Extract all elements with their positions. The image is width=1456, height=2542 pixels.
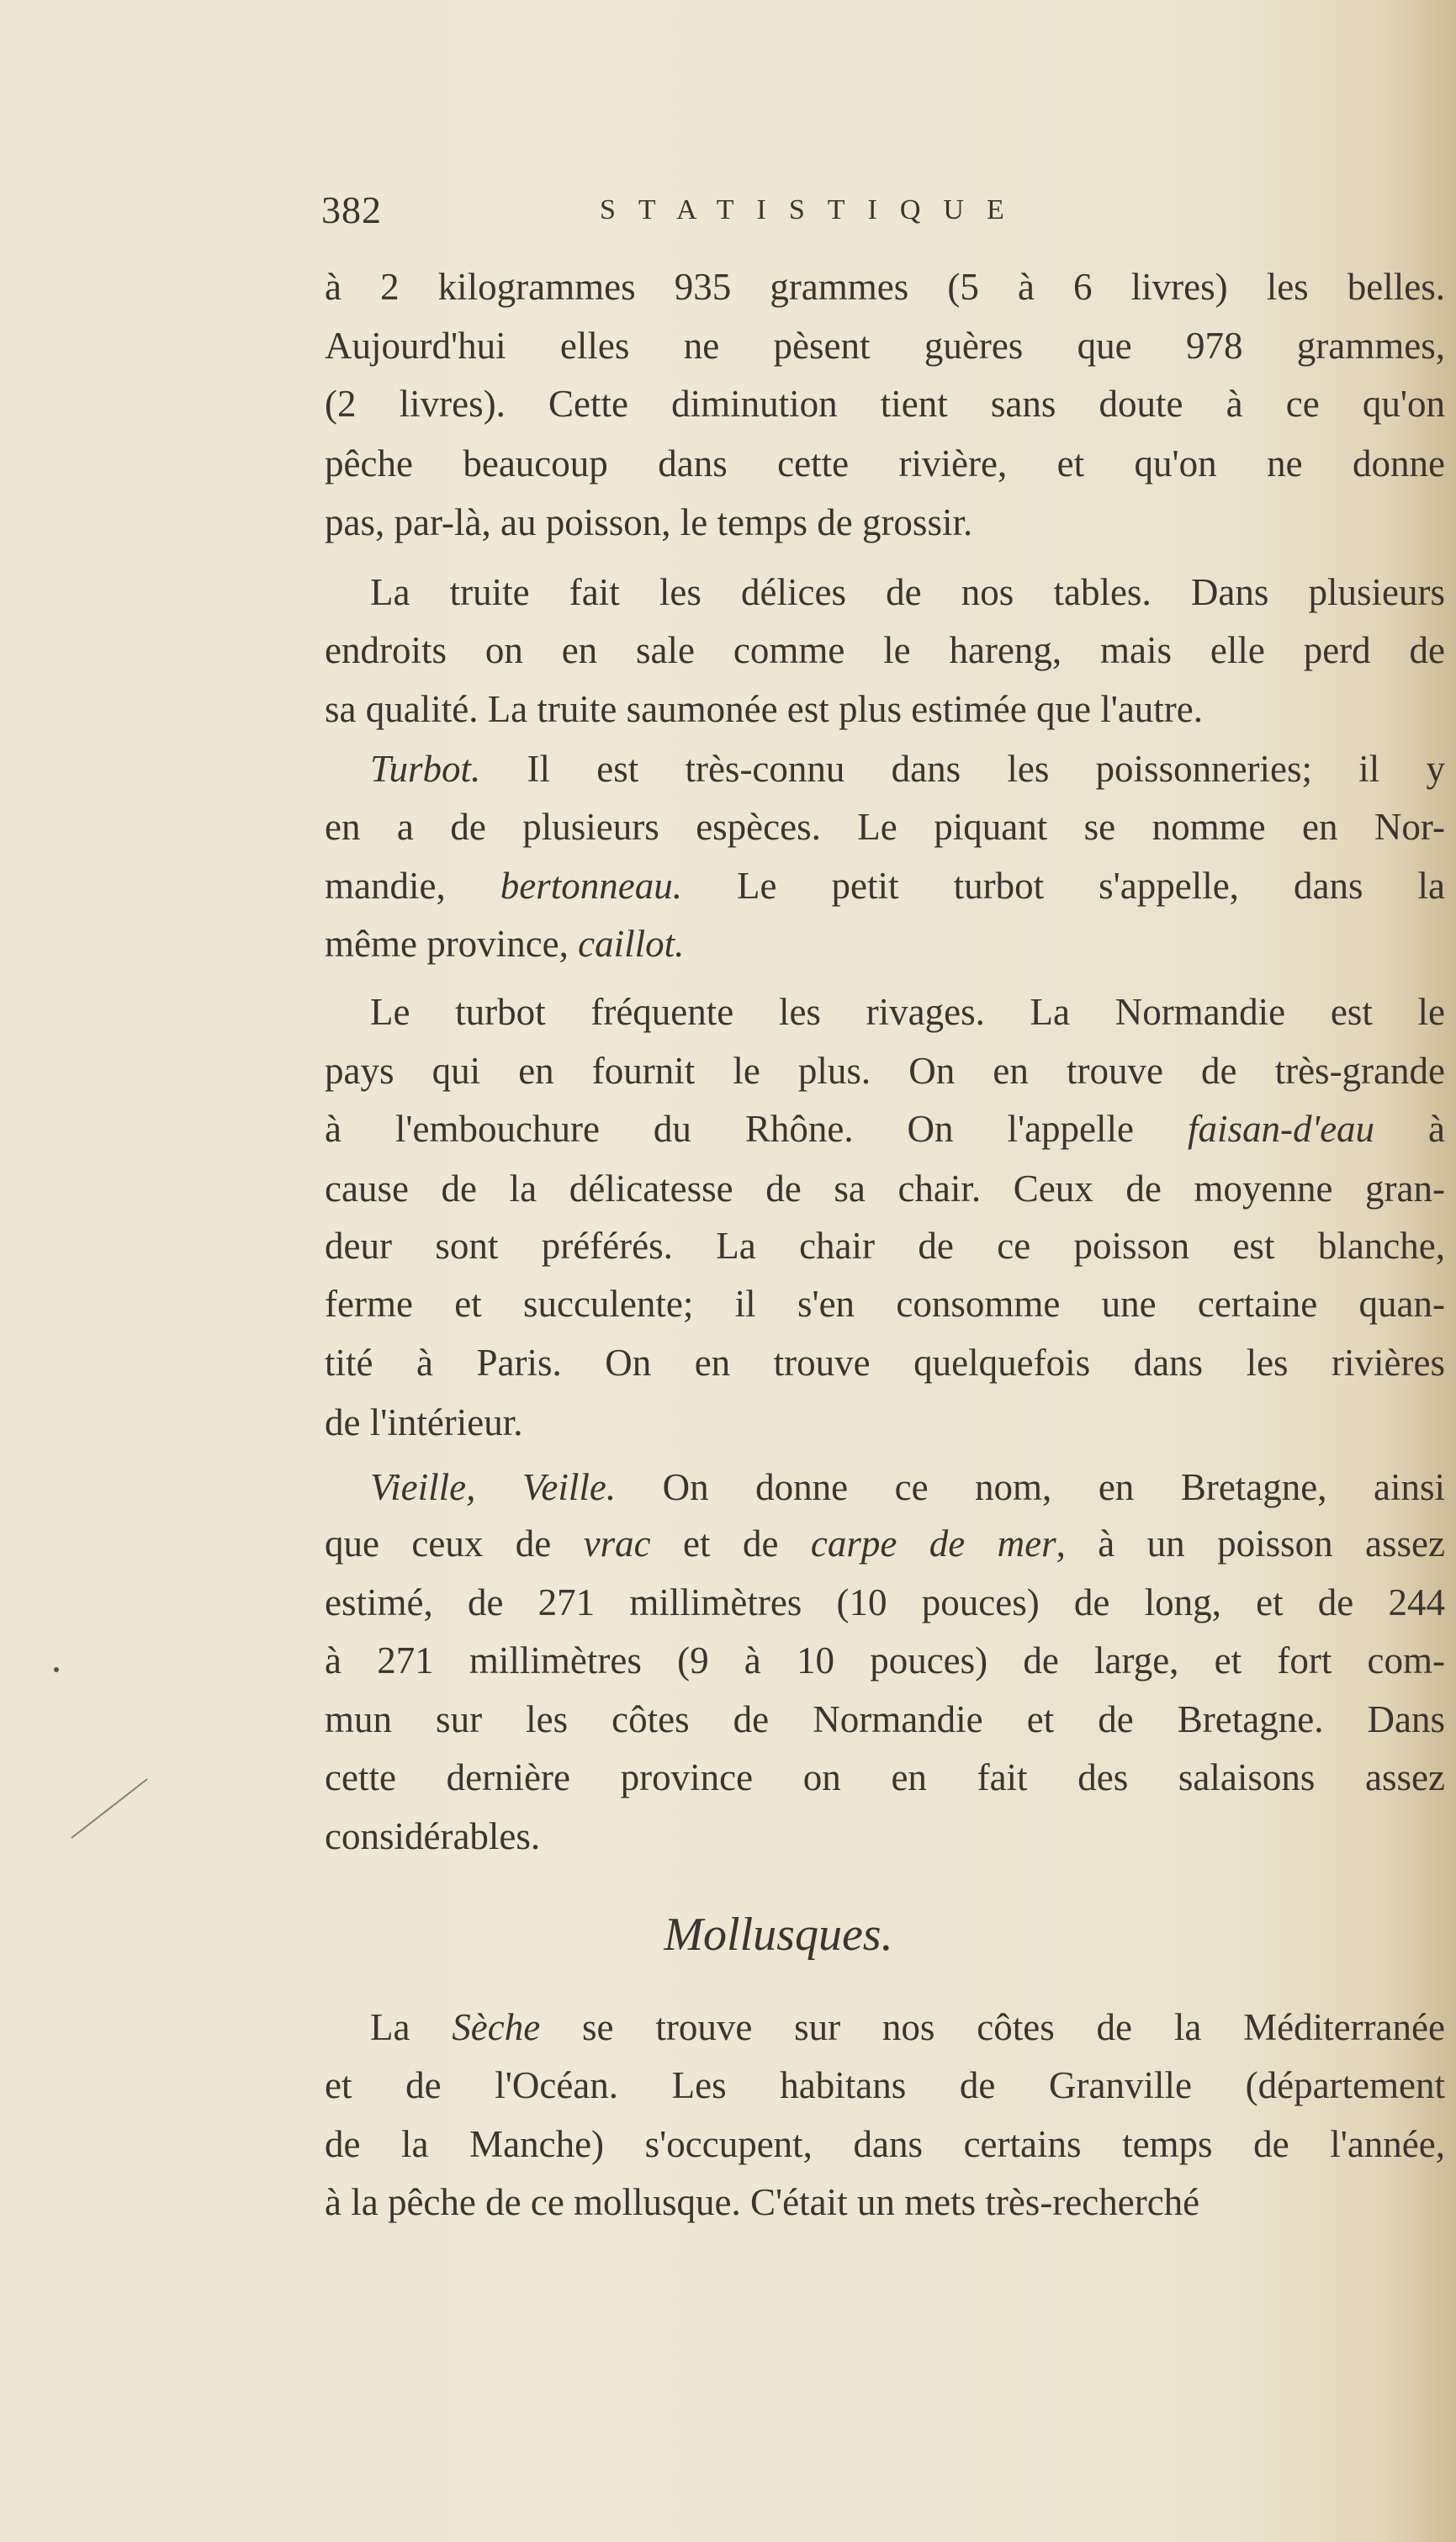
ink-dot	[52, 1666, 61, 1674]
text-run: , à un poisson assez	[1056, 1523, 1445, 1565]
italic-term: Vieille, Veille.	[370, 1466, 617, 1508]
text-line	[325, 797, 1445, 856]
text-run: que ceux de	[325, 1523, 584, 1565]
text-run: mun sur les côtes de Normandie et de Bretagne. Dans	[325, 1698, 1445, 1740]
italic-term: Sèche	[452, 2006, 541, 2048]
text-line	[325, 1573, 1445, 1632]
text-run: de la Manche) s'occupent, dans certains temps de l'année,	[325, 2123, 1445, 2165]
text-run: pays qui en fournit le plus. On en trouve de très-grande	[325, 1050, 1445, 1092]
text-run: à 271 millimètres (9 à 10 pouces) de large, et fort com-	[325, 1639, 1445, 1681]
text-line	[325, 1216, 1445, 1275]
text-run: à	[1374, 1108, 1445, 1150]
text-line	[325, 257, 1445, 316]
text-run: deur sont préférés. La chair de ce poisson est blanche,	[325, 1225, 1445, 1267]
text-run: tité à Paris. On en trouve quelquefois dans les rivières	[325, 1342, 1445, 1384]
text-run: en a de plusieurs espèces. Le piquant se nomme en Nor-	[325, 806, 1445, 848]
text-line	[325, 1041, 1445, 1100]
text-line	[370, 563, 1445, 622]
text-line	[325, 680, 1445, 739]
text-line	[325, 1748, 1445, 1807]
running-title: STATISTIQUE	[600, 194, 1027, 225]
text-run: pas, par-là, au poisson, le temps de grossir.	[325, 501, 973, 543]
text-run: se trouve sur nos côtes de la Méditerranée	[540, 2006, 1445, 2048]
text-run: Le petit turbot s'appelle, dans la	[681, 865, 1446, 907]
text-line	[325, 1159, 1445, 1218]
text-line	[325, 856, 1445, 915]
text-run: cause de la délicatesse de sa chair. Ceux de moyenne gran-	[325, 1168, 1445, 1210]
text-run: endroits on en sale comme le hareng, mais elle perd de	[325, 629, 1445, 671]
text-run: et de l'Océan. Les habitans de Granville (département	[325, 2064, 1445, 2106]
text-run: à 2 kilogrammes 935 grammes (5 à 6 livres) les belles.	[325, 266, 1445, 308]
text-line	[325, 434, 1445, 493]
text-run: sa qualité. La truite saumonée est plus estimée que l'autre.	[325, 688, 1204, 730]
text-run: La	[370, 2006, 453, 2048]
text-line	[325, 2173, 1445, 2232]
text-line	[325, 1514, 1445, 1573]
text-line	[370, 739, 1445, 798]
text-run: La truite fait les délices de nos tables. Dans plusieurs	[370, 571, 1445, 613]
text-line	[325, 1393, 1445, 1452]
text-line	[325, 493, 1445, 552]
text-line	[325, 374, 1445, 433]
text-run: (2 livres). Cette diminution tient sans doute à ce qu'on	[325, 383, 1445, 425]
text-run: estimé, de 271 millimètres (10 pouces) de long, et de 244	[325, 1581, 1445, 1623]
text-line	[370, 1458, 1445, 1517]
italic-term: vrac	[583, 1523, 651, 1565]
italic-term: bertonneau.	[500, 865, 682, 907]
italic-term: caillot.	[578, 923, 685, 965]
italic-term: Turbot.	[370, 748, 481, 790]
text-line	[325, 2056, 1445, 2115]
pencil-mark	[67, 1775, 151, 1842]
text-run: Le turbot fréquente les rivages. La Normandie est le	[370, 991, 1445, 1033]
text-line	[325, 316, 1445, 375]
italic-term: carpe de mer	[810, 1523, 1056, 1565]
text-run: Aujourd'hui elles ne pèsent guères que 978 grammes,	[325, 325, 1445, 367]
text-line	[325, 1631, 1445, 1690]
text-run: à l'embouchure du Rhône. On l'appelle	[325, 1108, 1188, 1150]
text-line	[325, 1099, 1445, 1158]
text-run: et de	[650, 1523, 811, 1565]
text-line	[325, 1807, 1445, 1866]
text-line	[370, 982, 1445, 1041]
text-line	[325, 914, 1445, 973]
text-run: cette dernière province on en fait des salaisons assez	[325, 1756, 1445, 1798]
text-run: considérables.	[325, 1815, 541, 1857]
text-run: On donne ce nom, en Bretagne, ainsi	[616, 1466, 1445, 1508]
text-line	[325, 621, 1445, 680]
text-line	[325, 1333, 1445, 1392]
text-run: de l'intérieur.	[325, 1401, 523, 1443]
text-line	[325, 1274, 1445, 1333]
text-line	[325, 2115, 1445, 2174]
text-line	[325, 1690, 1445, 1749]
text-run: à la pêche de ce mollusque. C'était un mets très-recherché	[325, 2181, 1200, 2223]
text-line	[370, 1998, 1445, 2057]
page-number: 382	[321, 188, 382, 231]
text-run: Il est très-connu dans les poissonneries; il y	[480, 748, 1445, 790]
text-run: ferme et succulente; il s'en consomme une certaine quan-	[325, 1283, 1445, 1325]
text-run: pêche beaucoup dans cette rivière, et qu'on ne donne	[325, 442, 1445, 485]
text-run: mandie,	[325, 865, 500, 907]
italic-term: faisan-d'eau	[1187, 1108, 1375, 1150]
section-heading: Mollusques.	[664, 1909, 893, 1961]
text-run: même province,	[325, 923, 579, 965]
